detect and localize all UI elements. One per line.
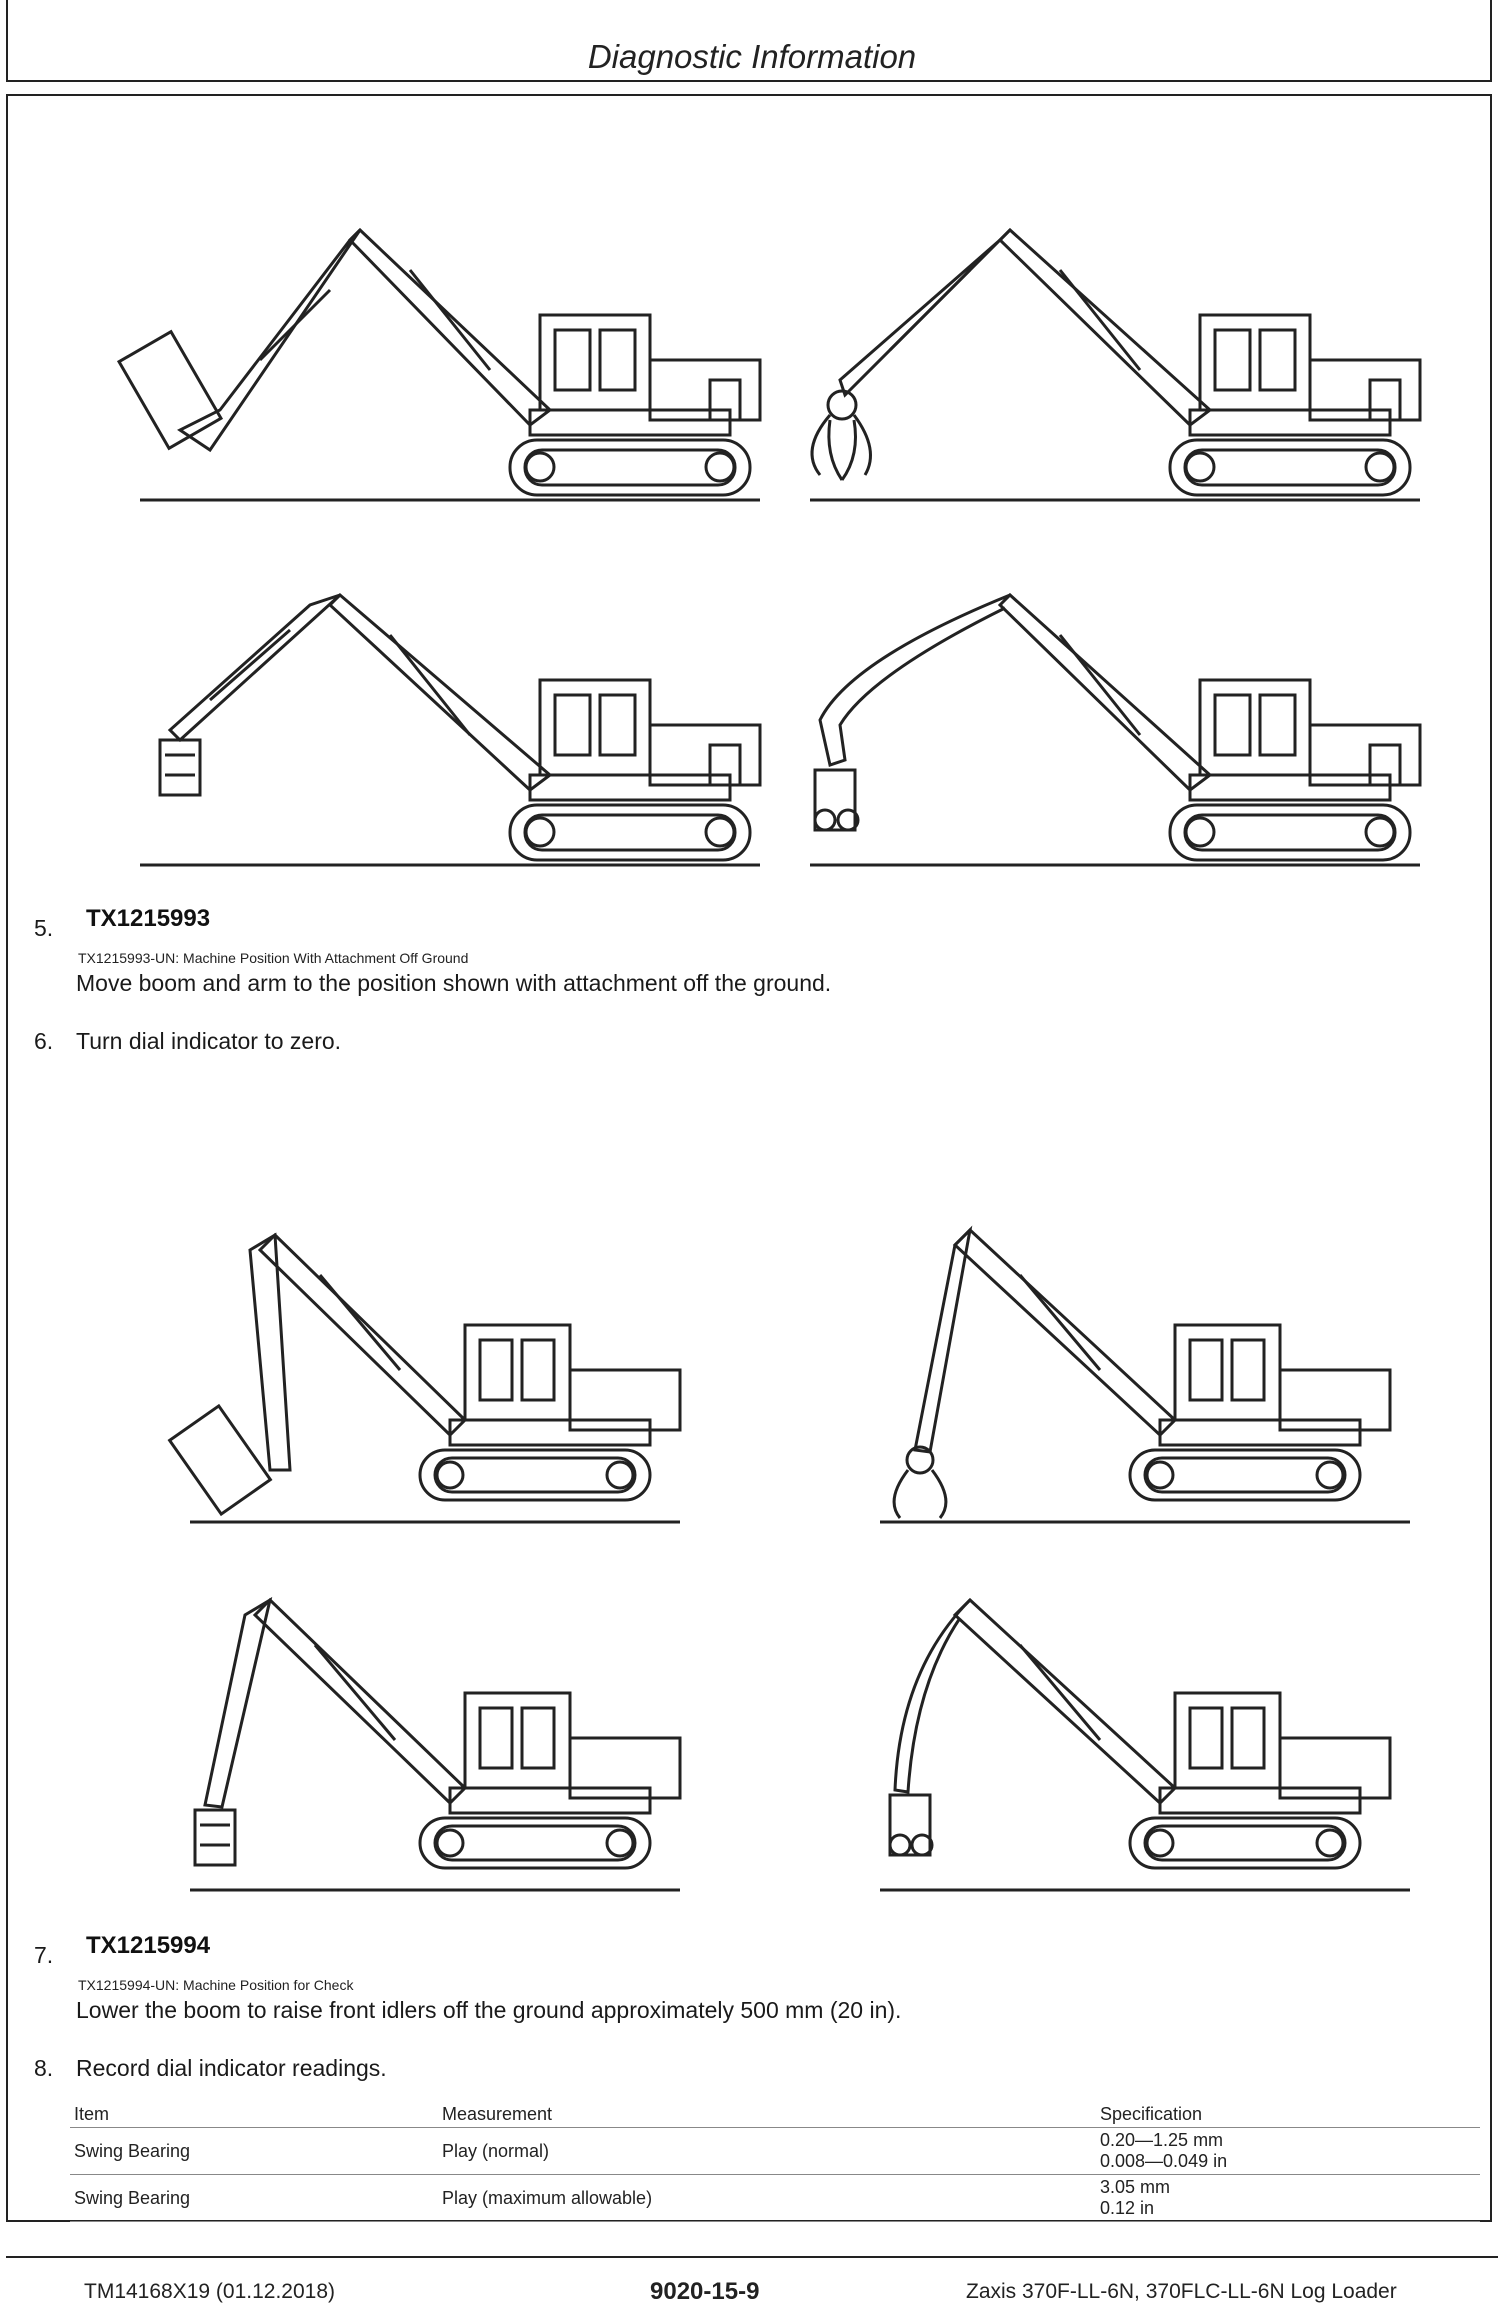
cell-specification: [1096, 2175, 1480, 2222]
cell-item: Swing Bearing: [70, 2128, 438, 2175]
footer-page-number: 9020-15-9: [650, 2278, 760, 2305]
page-title: Diagnostic Information: [587, 38, 917, 75]
column-header-item: Item: [70, 2102, 438, 2128]
cell-specification: [1096, 2128, 1480, 2175]
step-text: Turn dial indicator to zero.: [76, 1028, 342, 1054]
step-number-7: 7.: [34, 1942, 54, 1968]
machine-illustration-processor-raised: [770, 580, 1430, 880]
step-text: Record dial indicator readings.: [76, 2055, 387, 2081]
column-header-specification: Specification: [1096, 2102, 1480, 2128]
table-row: [70, 2128, 1480, 2175]
spec-imperial: 0.12 in: [1100, 2198, 1155, 2218]
footer-doc-id: TM14168X19 (01.12.2018): [84, 2280, 336, 2303]
machine-illustration-heel-rack-check: [150, 1220, 720, 1540]
step-number-6: 6.: [34, 1028, 54, 1054]
machine-illustration-processor-check: [860, 1590, 1430, 1910]
table-row: [70, 2175, 1480, 2222]
figure-caption: TX1215994-UN: Machine Position for Check: [78, 1977, 354, 1993]
figure-id: TX1215993: [86, 905, 211, 932]
step-number-5: 5.: [34, 915, 54, 941]
cell-item: Swing Bearing: [70, 2175, 438, 2222]
footer-divider: [6, 2256, 1498, 2258]
machine-illustration-grapple-check: [860, 1220, 1430, 1540]
machine-illustration-clamshell-raised: [110, 580, 770, 880]
cell-measurement: Play (maximum allowable): [438, 2175, 1096, 2222]
spec-imperial: 0.008—0.049 in: [1100, 2151, 1228, 2171]
table-header-row: [70, 2102, 1480, 2128]
machine-illustration-grapple-raised: [770, 210, 1430, 510]
specification-table: [70, 2102, 1480, 2222]
machine-illustration-clamshell-check: [150, 1590, 720, 1910]
cell-measurement: Play (normal): [438, 2128, 1096, 2175]
footer-model: Zaxis 370F-LL-6N, 370FLC-LL-6N Log Loader: [966, 2280, 1397, 2303]
machine-illustration-heel-rack-raised: [110, 210, 770, 510]
spec-metric: 0.20—1.25 mm: [1100, 2130, 1224, 2150]
column-header-measurement: Measurement: [438, 2102, 1096, 2128]
step-text: Move boom and arm to the position shown with attachment off the ground.: [76, 970, 832, 996]
figure-caption: TX1215993-UN: Machine Position With Attachment Off Ground: [78, 950, 469, 966]
figure-id: TX1215994: [86, 1932, 211, 1959]
spec-metric: 3.05 mm: [1100, 2177, 1171, 2197]
step-text: Lower the boom to raise front idlers off the ground approximately 500 mm (20 in).: [76, 1997, 902, 2023]
step-number-8: 8.: [34, 2055, 54, 2081]
